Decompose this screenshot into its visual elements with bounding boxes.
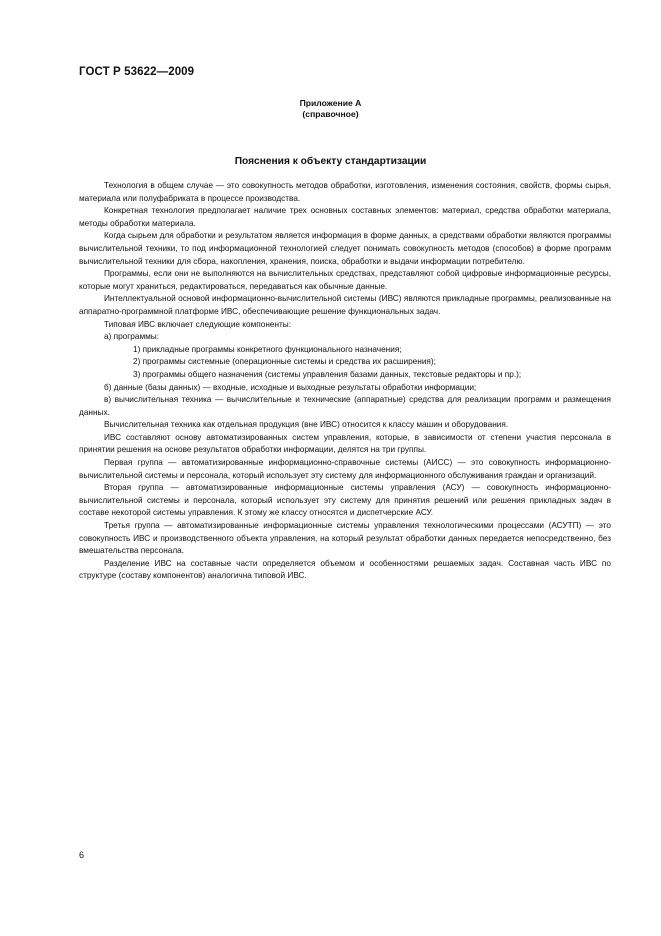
paragraph: Третья группа — автоматизированные информационные системы управления технологическими процессами (АСУТП) — это совокупность ИВС и производственного объекта управления, на который результат обработки данных передается непосредственно, без вмешательства персонала.: [79, 521, 611, 556]
list-item: б) данные (базы данных) — входные, исходные и выходные результаты обработки информации;: [104, 382, 477, 392]
list-item: 1) прикладные программы конкретного функционального назначения;: [133, 344, 402, 354]
list-item: а) программы:: [104, 332, 160, 342]
paragraph: Конкретная технология предполагает наличие трех основных составных элементов: материал, средства обработки материала, методы обработки материала.: [79, 206, 611, 228]
paragraph: Первая группа — автоматизированные информационно-справочные системы (АИСС) — это совокупность информационно-вычислительной системы и персонала, который использует эту систему для информационного обслуживания граждан и организаций.: [79, 458, 611, 480]
paragraph: Когда сырьем для обработки и результатом является информация в форме данных, а средствами обработки являются программы вычислительной техники, то под информационной технологией следует понимать совокупность методов (способов) в форме программ вычислительной техники для сбора, накопления, хранения, поиска, обработки и выдачи информации потребителю.: [79, 231, 611, 266]
paragraph: Вычислительная техника как отдельная продукция (вне ИВС) относится к классу машин и оборудования.: [104, 420, 509, 430]
annex-title: Приложение А: [299, 98, 362, 108]
paragraph: Разделение ИВС на составные части определяется объемом и особенностями решаемых задач. Составная часть ИВС по структуре (составу компонентов) аналогична типовой ИВС.: [79, 558, 611, 581]
annex-heading: [0, 98, 661, 120]
document-body: [79, 180, 611, 583]
annex-subtitle: (справочное): [302, 109, 359, 119]
paragraph: Вторая группа — автоматизированные информационные системы управления (АСУ) — совокупность информационно-вычислительной системы и персонала, который использует эту систему для принятия решений или решения прикладных задач в составе некоторой системы управления. К этому же классу относятся и диспетчерские АСУ.: [79, 483, 611, 518]
section-title: Пояснения к объекту стандартизации: [234, 156, 427, 167]
document-code: ГОСТ Р 53622—2009: [79, 66, 195, 78]
list-item: 2) программы системные (операционные системы и средства их расширения);: [133, 357, 436, 367]
paragraph: ИВС составляют основу автоматизированных систем управления, которые, в зависимости от степени участия персонала в принятии решения на основе результатов обработки информации, делятся на три группы.: [79, 432, 611, 455]
paragraph: Типовая ИВС включает следующие компоненты:: [104, 319, 292, 329]
list-item: 3) программы общего назначения (системы управления базами данных, текстовые редакторы и пр.);: [133, 369, 522, 379]
paragraph: Программы, если они не выполняются на вычислительных средствах, представляют собой цифровые информационные ресурсы, которые могут храниться, редактироваться, передаваться как обычные данные.: [79, 269, 611, 291]
paragraph: Технология в общем случае — это совокупность методов обработки, изготовления, изменения состояния, свойств, формы сырья, материала или полуфабриката в процессе производства.: [79, 181, 611, 203]
page-number: 6: [79, 850, 85, 860]
paragraph: Интеллектуальной основой информационно-вычислительной системы (ИВС) являются прикладные программы, реализованные на аппаратно-программной платформе ИВС, обеспечивающие решение функциональных задач.: [79, 294, 611, 316]
list-item: в) вычислительная техника — вычислительные и технические (аппаратные) средства для реализации программ и размещения данных.: [79, 395, 611, 417]
